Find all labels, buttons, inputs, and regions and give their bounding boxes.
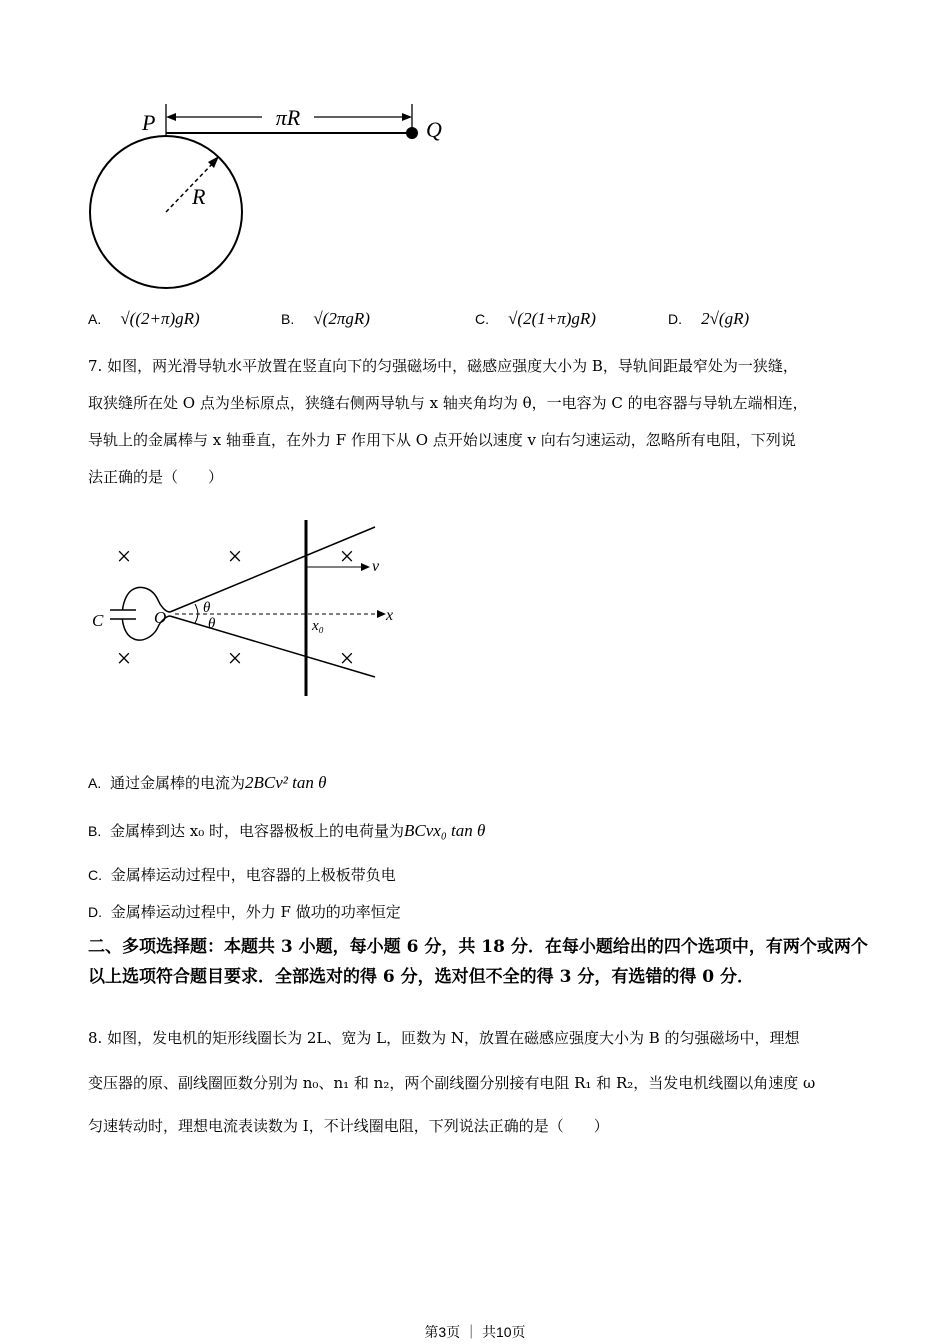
q6-option-c[interactable]: [475, 309, 596, 329]
q7-line-1: 7. 如图，两光滑导轨水平放置在竖直向下的匀强磁场中，磁感应强度大小为 B，导轨间距最窄处为一狭缝，: [88, 357, 798, 375]
angle-arc-upper: [195, 604, 198, 614]
q7-option-a[interactable]: [88, 772, 326, 793]
option-expression: √((2+π)gR): [120, 309, 200, 328]
option-expression: √(2(1+π)gR): [508, 309, 596, 328]
label-x0: x₀: [312, 618, 324, 634]
label-x: x: [386, 607, 394, 624]
cross-mark: ×: [227, 542, 243, 571]
option-expression: 2√(gR): [701, 309, 750, 328]
option-letter: C.: [88, 867, 102, 883]
q7-option-d[interactable]: [88, 901, 401, 922]
cross-mark: ×: [339, 644, 355, 673]
dimension-arrow-left: [166, 113, 176, 121]
q8-line-3: 匀速转动时，理想电流表读数为 I，不计线圈电阻，下列说法正确的是（ ）: [88, 1117, 609, 1135]
label-theta-lower: θ: [208, 616, 216, 632]
q8-line-2: 变压器的原、副线圈匝数分别为 n₀、n₁ 和 n₂，两个副线圈分别接有电阻 R₁ 和 R₂，当发电机线圈以角速度 ω: [88, 1074, 816, 1092]
point-q: [406, 127, 418, 139]
option-letter: D.: [88, 904, 102, 920]
q6-option-a[interactable]: [88, 309, 200, 329]
angle-arc-lower: [195, 614, 198, 623]
option-expression: BCvx₀ tan θ: [404, 821, 486, 840]
q7-option-c[interactable]: [88, 864, 396, 885]
option-letter: C.: [475, 311, 489, 327]
label-o: O: [154, 608, 167, 627]
label-pi-r: πR: [275, 105, 301, 130]
page-footer: 第3页 ｜ 共10页: [424, 1324, 526, 1340]
q7-line-4: 法正确的是（ ）: [88, 468, 224, 486]
option-text: 金属棒到达 x₀ 时，电容器极板上的电荷量为: [110, 822, 405, 840]
label-r: R: [192, 184, 206, 209]
cross-mark: ×: [116, 542, 132, 571]
q7-line-2: 取狭缝所在处 O 点为坐标原点，狭缝右侧两导轨与 x 轴夹角均为 θ，一电容为 C 的电容器与导轨左端相连，: [88, 394, 808, 412]
option-letter: D.: [668, 311, 682, 327]
figure-rails-capacitor: [85, 515, 405, 700]
magnetic-field-crosses: [117, 542, 355, 673]
option-text: 通过金属棒的电流为: [110, 774, 246, 792]
radius-line: [166, 162, 214, 212]
option-letter: A.: [88, 775, 102, 791]
q8-line-1: 8. 如图，发电机的矩形线圈长为 2L、宽为 L，匝数为 N，放置在磁感应强度大小为 B 的匀强磁场中，理想: [88, 1029, 800, 1047]
label-p: P: [142, 110, 156, 135]
label-c: C: [92, 611, 104, 630]
option-letter: B.: [88, 823, 102, 839]
label-q: Q: [426, 117, 442, 142]
q6-option-b[interactable]: [281, 309, 370, 329]
label-v: v: [372, 558, 380, 575]
option-expression: 2BCv² tan θ: [245, 773, 327, 792]
option-letter: B.: [281, 311, 295, 327]
velocity-arrowhead: [361, 563, 370, 571]
label-theta-upper: θ: [203, 600, 211, 616]
cross-mark: ×: [339, 542, 355, 571]
cross-mark: ×: [227, 644, 243, 673]
section-heading-multiple-choice: 二、多项选择题：本题共 3 小题，每小题 6 分，共 18 分．在每小题给出的四个选项中，有两个或两个以上选项符合题目要求．全部选对的得 6 分，选对但不全的得 3 分，有选错的得 0 分．: [88, 937, 868, 987]
q6-option-d[interactable]: [668, 309, 749, 329]
x-axis-arrow: [377, 610, 386, 618]
figure-circle-track: [80, 95, 460, 295]
dimension-arrow-right: [402, 113, 412, 121]
q7-line-3: 导轨上的金属棒与 x 轴垂直，在外力 F 作用下从 O 点开始以速度 v 向右匀速运动，忽略所有电阻，下列说: [88, 431, 796, 449]
option-text: 金属棒运动过程中，外力 F 做功的功率恒定: [110, 903, 401, 921]
option-text: 金属棒运动过程中，电容器的上极板带负电: [110, 866, 396, 884]
option-letter: A.: [88, 311, 102, 327]
q7-option-b[interactable]: [88, 820, 485, 841]
cross-mark: ×: [116, 644, 132, 673]
option-expression: √(2πgR): [313, 309, 370, 328]
